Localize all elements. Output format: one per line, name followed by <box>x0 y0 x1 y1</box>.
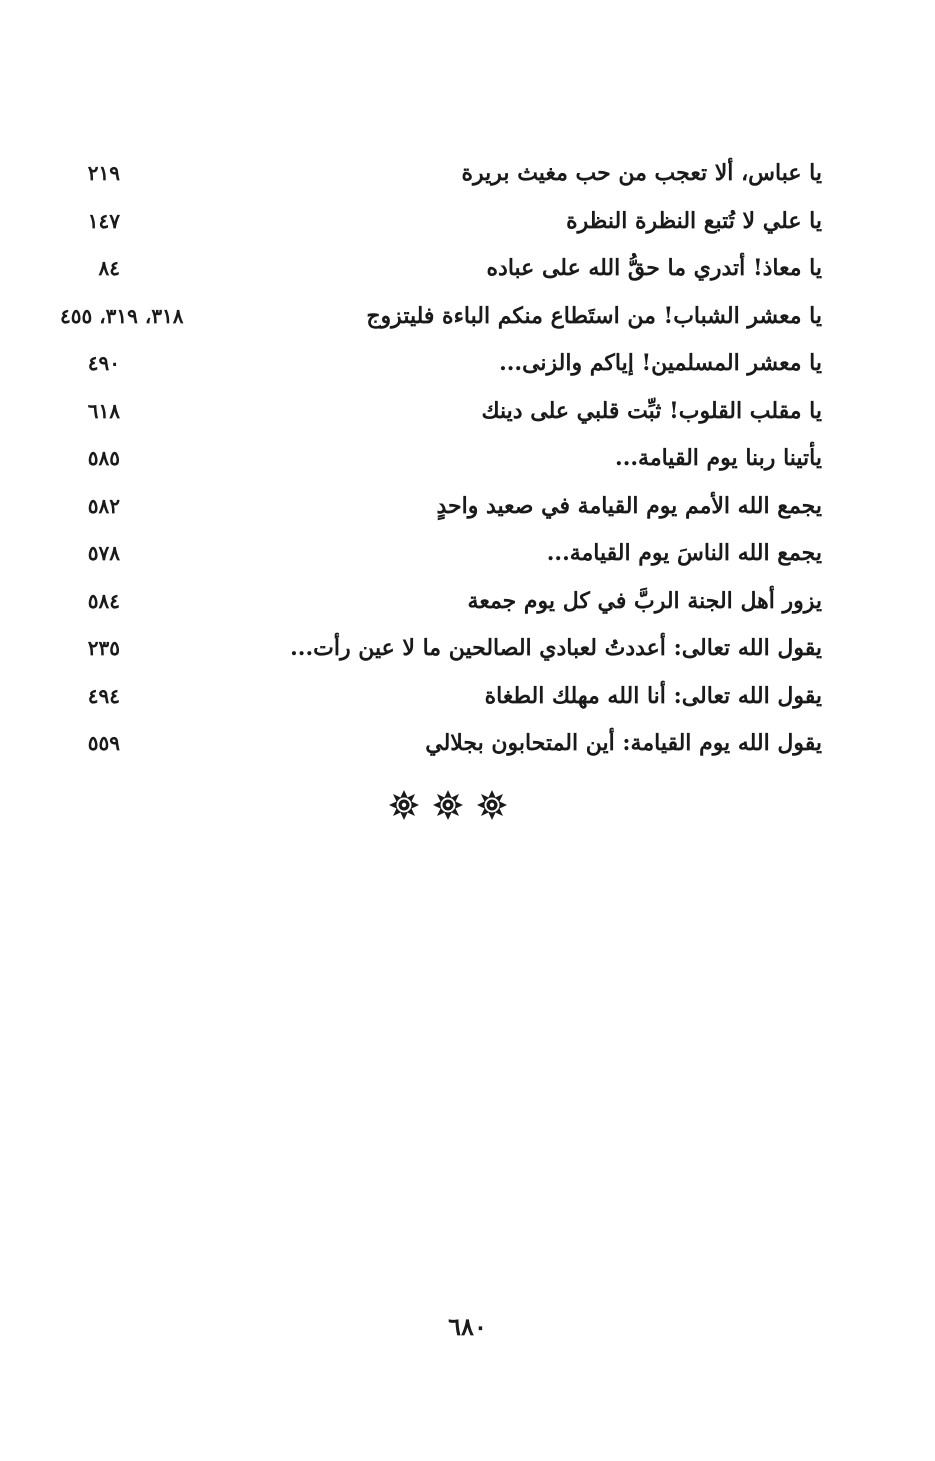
entry-page-numbers: ٥٨٥ <box>87 446 120 470</box>
section-end-ornament <box>388 783 508 827</box>
index-row <box>60 673 822 721</box>
index-row <box>60 388 822 436</box>
index-row <box>60 483 822 531</box>
index-row <box>60 720 822 768</box>
entry-page-numbers: ٣١٨، ٣١٩، ٤٥٥ <box>60 303 184 328</box>
entry-page-numbers: ٥٨٤ <box>87 588 120 613</box>
entry-page-numbers: ٥٧٨ <box>87 541 120 565</box>
entry-page-numbers: ٤٩٤ <box>87 683 120 708</box>
entry-page-numbers: ٨٤ <box>98 256 120 280</box>
entry-text: يقول الله تعالى: أعددتُ لعبادي الصالحين ما لا عين رأت... <box>290 635 822 661</box>
entry-page-numbers: ٤٩٠ <box>87 351 120 375</box>
entry-page-numbers: ٥٨٢ <box>87 493 120 518</box>
entry-text: يا معاذ! أتدري ما حقُّ الله على عباده <box>486 255 822 281</box>
entry-text: يأتينا ربنا يوم القيامة... <box>615 445 822 471</box>
index-row <box>60 435 822 483</box>
entry-text: يا علي لا تُتبع النظرة النظرة <box>566 207 822 234</box>
entry-page-numbers: ٢١٩ <box>87 161 120 185</box>
entry-page-numbers: ٢٣٥ <box>87 636 120 660</box>
index-row <box>60 245 822 293</box>
index-row <box>60 578 822 626</box>
index-row <box>60 198 822 246</box>
page-number: ٦٨٠ <box>448 1312 487 1341</box>
entry-page-numbers: ٥٥٩ <box>87 731 120 755</box>
star-ornament-icon <box>432 789 464 821</box>
entry-text: يا عباس، ألا تعجب من حب مغيث بريرة <box>461 160 822 186</box>
index-row <box>60 530 822 578</box>
entry-page-numbers: ٦١٨ <box>87 398 120 423</box>
star-ornament-icon <box>476 789 508 821</box>
star-ornament-icon <box>388 789 420 821</box>
entry-text: يجمع الله الأمم يوم القيامة في صعيد واحدٍ <box>436 492 822 519</box>
index-list <box>60 150 822 768</box>
index-row <box>60 150 822 198</box>
index-row <box>60 625 822 673</box>
entry-text: يقول الله يوم القيامة: أين المتحابون بجلالي <box>425 730 822 756</box>
entry-text: يا مقلب القلوب! ثبِّت قلبي على دينك <box>481 397 822 424</box>
entry-text: يزور أهل الجنة الربَّ في كل يوم جمعة <box>467 587 822 614</box>
entry-text: يا معشر الشباب! من استَطاع منكم الباءة فليتزوج <box>366 302 822 329</box>
index-row <box>60 293 822 341</box>
index-row <box>60 340 822 388</box>
entry-text: يجمع الله الناسَ يوم القيامة... <box>546 540 822 566</box>
entry-text: يقول الله تعالى: أنا الله مهلك الطغاة <box>484 682 822 709</box>
entry-text: يا معشر المسلمين! إياكم والزنى... <box>499 350 822 376</box>
entry-page-numbers: ١٤٧ <box>87 208 120 233</box>
